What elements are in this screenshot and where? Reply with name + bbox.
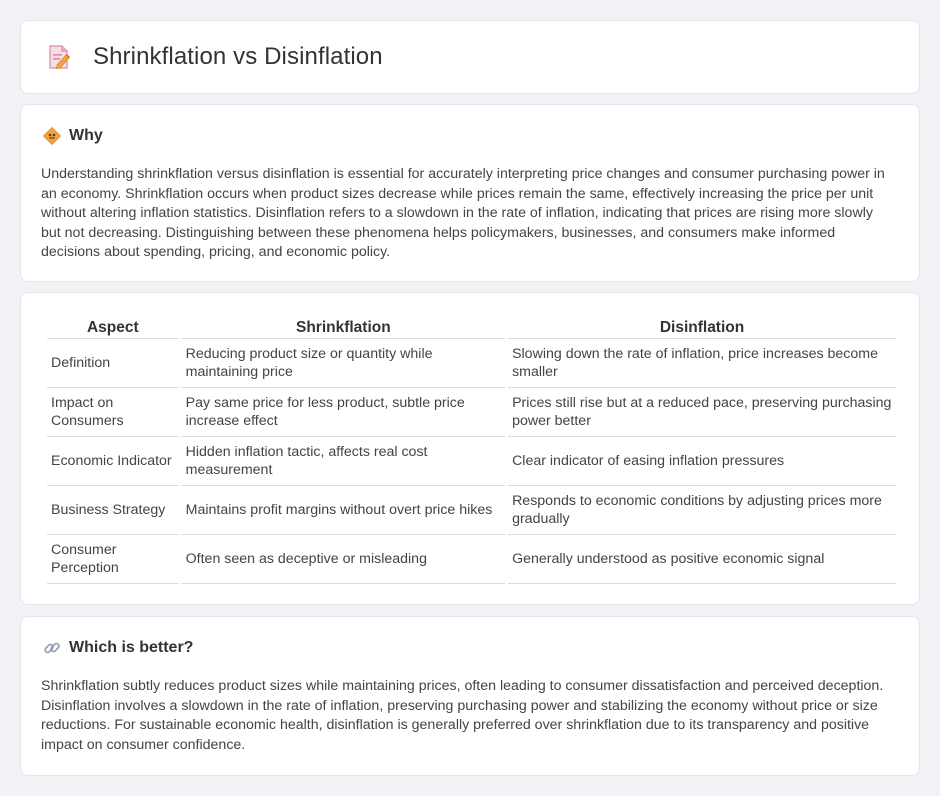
- table-row: [47, 339, 896, 388]
- row-aspect: Economic Indicator: [47, 437, 179, 486]
- header-aspect: Aspect: [47, 315, 179, 339]
- row-disinflation: Clear indicator of easing inflation pressures: [508, 437, 896, 486]
- row-shrinkflation: Reducing product size or quantity while maintaining price: [182, 339, 505, 388]
- which-better-body: Shrinkflation subtly reduces product sizes while maintaining prices, often leading to consumer dissatisfaction and perceived deception. Disinflation involves a slowdown in the rate of inflation, preserving purchasing power and stabilizing the economy without price or size reductions. For sustainable economic health, disinflation is generally preferred over shrinkflation due to its transparency and positive impact on consumer confidence.: [41, 678, 884, 753]
- why-body: Understanding shrinkflation versus disinflation is essential for accurately interpreting price changes and consumer purchasing power in an economy. Shrinkflation occurs when product sizes decrease while prices remain the same, effectively increasing the price per unit without altering inflation statistics. Disinflation refers to a slowdown in the rate of inflation, indicating that prices are rising more slowly but not decreasing. Distinguishing between these phenomena helps policymakers, businesses, and consumers make informed decisions about spending, pricing, and economic policy.: [41, 166, 885, 261]
- table-row: [47, 535, 896, 584]
- table-row: [47, 486, 896, 535]
- table-row: [47, 437, 896, 486]
- row-shrinkflation: Often seen as deceptive or misleading: [182, 535, 505, 584]
- row-shrinkflation: Maintains profit margins without overt price hikes: [182, 486, 505, 535]
- row-disinflation: Slowing down the rate of inflation, price increases become smaller: [508, 339, 896, 388]
- which-better-title: Which is better?: [69, 639, 194, 656]
- comparison-table: [44, 315, 899, 584]
- row-aspect: Impact on Consumers: [47, 388, 179, 437]
- row-aspect: Consumer Perception: [47, 535, 179, 584]
- which-better-section: [20, 616, 920, 776]
- row-shrinkflation: Hidden inflation tactic, affects real cost measurement: [182, 437, 505, 486]
- table-header-row: [47, 315, 896, 339]
- why-title: Why: [69, 127, 103, 144]
- comparison-table-card: [20, 292, 920, 605]
- row-disinflation: Prices still rise but at a reduced pace, preserving purchasing power better: [508, 388, 896, 437]
- why-section: [20, 104, 920, 282]
- row-disinflation: Generally understood as positive economic signal: [508, 535, 896, 584]
- diamond-sign-icon: [43, 127, 61, 145]
- page-title: Shrinkflation vs Disinflation: [93, 43, 383, 70]
- link-icon: [43, 639, 61, 657]
- row-aspect: Definition: [47, 339, 179, 388]
- table-row: [47, 388, 896, 437]
- row-disinflation: Responds to economic conditions by adjusting prices more gradually: [508, 486, 896, 535]
- header-disinflation: Disinflation: [508, 315, 896, 339]
- header-shrinkflation: Shrinkflation: [182, 315, 505, 339]
- document-pencil-icon: [47, 44, 71, 70]
- row-aspect: Business Strategy: [47, 486, 179, 535]
- row-shrinkflation: Pay same price for less product, subtle price increase effect: [182, 388, 505, 437]
- header-card: [20, 20, 920, 94]
